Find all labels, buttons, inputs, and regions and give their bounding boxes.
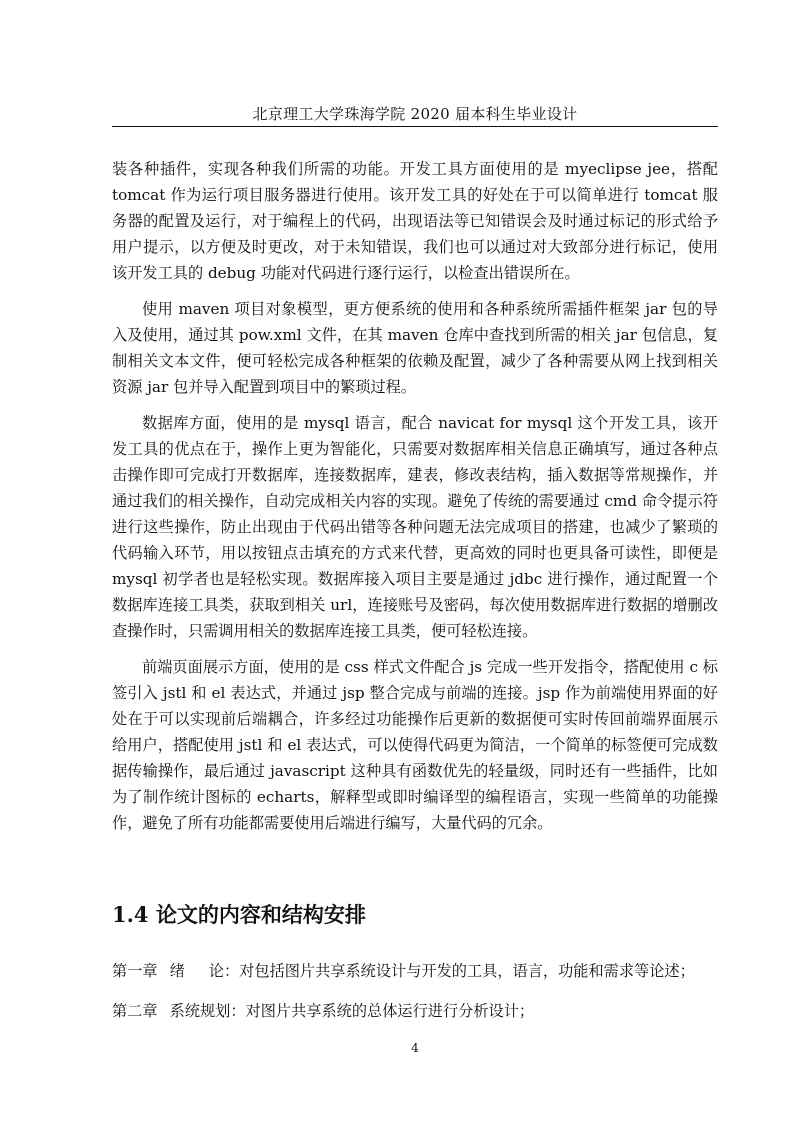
paragraph-database: 数据库方面，使用的是 mysql 语言，配合 navicat for mysql 这个开发工具，该开发工具的优点在于，操作上更为智能化，只需要对数据库相关信息正确填写，通过各种点击操作即可完成打开数据库，连接数据库，建表，修改表结构，插入数据等常规操作，并通过我们的相关操作，自动完成相关内容的实现。避免了传统的需要通过 cmd 命令提示符进行这些操作，防止出现由于代码出错等各种问题无法完成项目的搭建，也减少了繁琐的代码输入环节，用以按钮点击填充的方式来代替，更高效的同时也更具备可读性，即便是 mysql 初学者也是轻松实现。数据库接入项目主要是通过 jdbc 进行操作，通过配置一个数据库连接工具类，获取到相关 url，连接账号及密码，每次使用数据库进行数据的增删改查操作时，只需调用相关的数据库连接工具类，便可轻松连接。 (112, 414, 718, 640)
section-title: 论文的内容和结构安排 (155, 902, 366, 927)
page-number: 4 (411, 1041, 419, 1055)
chapter-desc: ：对包括图片共享系统设计与开发的工具，语言，功能和需求等论述； (223, 962, 695, 980)
chapter-label: 第二章 (112, 1002, 158, 1020)
chapter-item-1 (112, 958, 718, 984)
chapter-name: 系统规划 (169, 1002, 231, 1020)
paragraph-maven: 使用 maven 项目对象模型，更方便系统的使用和各种系统所需插件框架 jar 包的导入及使用，通过其 pow.xml 文件，在其 maven 仓库中查找到所需的相关 jar 包信息，复制相关文本文件，便可轻松完成各种框架的依赖及配置，减少了各种需要从网上找到相关资源 jar 包并导入配置到项目中的繁琐过程。 (112, 300, 718, 396)
paragraph-continuation: 装各种插件，实现各种我们所需的功能。开发工具方面使用的是 myeclipse jee，搭配 tomcat 作为运行项目服务器进行使用。该开发工具的好处在于可以简单进行 tomcat 服务器的配置及运行，对于编程上的代码，出现语法等已知错误会及时通过标记的形式给予用户提示，以方便及时更改，对于未知错误，我们也可以通过对大致部分进行标记，使用该开发工具的 debug 功能对代码进行逐行运行，以检查出错误所在。 (112, 160, 718, 282)
chapter-name: 绪 (169, 962, 185, 980)
chapter-label: 第一章 (112, 962, 158, 980)
paragraph-frontend: 前端页面展示方面，使用的是 css 样式文件配合 js 完成一些开发指令，搭配使用 c 标签引入 jstl 和 el 表达式，并通过 jsp 整合完成与前端的连接。jsp 作为前端使用界面的好处在于可以实现前后端耦合，许多经过功能操作后更新的数据便可实时传回前端界面展示给用户，搭配使用 jstl 和 el 表达式，可以使得代码更为简洁，一个简单的标签便可完成数据传输操作，最后通过 javascript 这种具有函数优先的轻量级，同时还有一些插件，比如为了制作统计图标的 echarts，解释型或即时编译型的编程语言，实现一些简单的功能操作，避免了所有功能都需要使用后端进行编写，大量代码的冗余。 (112, 658, 718, 832)
body-text (112, 156, 718, 846)
chapter-item-2 (112, 998, 718, 1024)
header-rule (112, 126, 718, 127)
section-heading (112, 900, 718, 930)
chapter-desc: ：对图片共享系统的总体运行进行分析设计； (230, 1002, 535, 1020)
chapter-name-2: 论 (208, 962, 224, 980)
page-header: 北京理工大学珠海学院 2020 届本科生毕业设计 (252, 105, 578, 123)
section-number: 1.4 (112, 902, 149, 927)
chapter-list (112, 958, 718, 1038)
